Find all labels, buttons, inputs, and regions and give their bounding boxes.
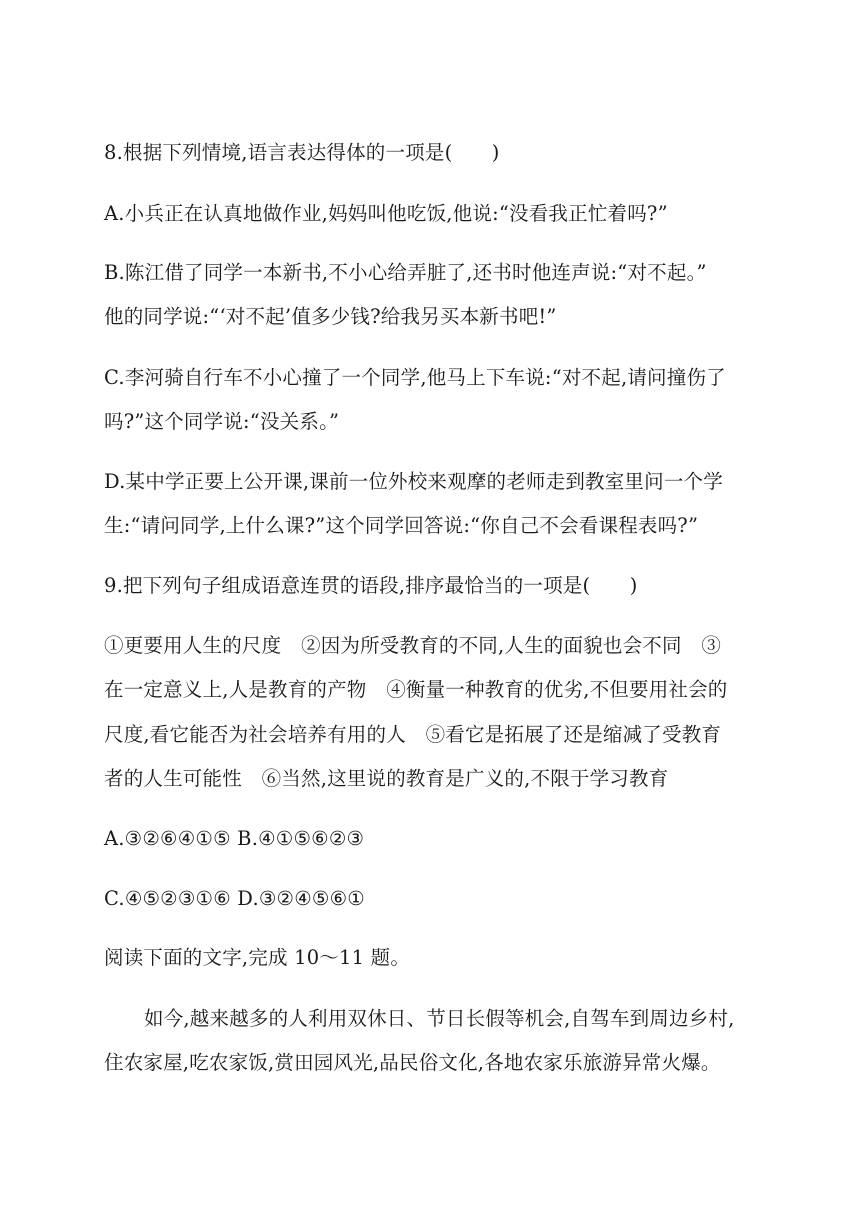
question-8-option-c-line-2: 吗?”这个同学说:“没关系。” [104,410,340,433]
question-8-option-a: A.小兵正在认真地做作业,妈妈叫他吃饭,他说:“没看我正忙着吗?” [104,202,668,225]
passage-line-2: 住农家屋,吃农家饭,赏田园风光,品民俗文化,各地农家乐旅游异常火爆。 [104,1051,721,1074]
question-8-option-b-line-1: B.陈江借了同学一本新书,不小心给弄脏了,还书时他连声说:“对不起。” [104,261,707,284]
question-8-option-b-line-2: 他的同学说:“‘对不起’值多少钱?给我另买本新书吧!” [104,305,557,328]
question-8-option-c-line-1: C.李河骑自行车不小心撞了一个同学,他马上下车说:“对不起,请问撞伤了 [104,366,726,389]
question-9-sentences-line-4: 者的人生可能性 ⑥当然,这里说的教育是广义的,不限于学习教育 [104,767,669,790]
question-9-options-a-b: A.③②⑥④①⑤ B.④①⑤⑥②③ [104,827,365,850]
question-9-sentences-line-1: ①更要用人生的尺度 ②因为所受教育的不同,人生的面貌也会不同 ③ [104,634,722,657]
passage-line-1: 如今,越来越多的人利用双休日、节日长假等机会,自驾车到周边乡村, [144,1007,735,1030]
question-9-stem: 9.把下列句子组成语意连贯的语段,排序最恰当的一项是( ) [104,574,638,597]
question-8-option-d-line-1: D.某中学正要上公开课,课前一位外校来观摩的老师走到教室里问一个学 [104,470,723,493]
question-8-option-d-line-2: 生:“请问同学,上什么课?”这个同学回答说:“你自己不会看课程表吗?” [104,514,699,537]
question-9-options-c-d: C.④⑤②③①⑥ D.③②④⑤⑥① [104,887,365,910]
reading-instruction: 阅读下面的文字,完成 10～11 题。 [104,946,411,969]
question-9-sentences-line-2: 在一定意义上,人是教育的产物 ④衡量一种教育的优劣,不但要用社会的 [104,678,728,701]
question-8-stem: 8.根据下列情境,语言表达得体的一项是( ) [104,141,500,164]
question-9-sentences-line-3: 尺度,看它能否为社会培养有用的人 ⑤看它是拓展了还是缩减了受教育 [104,723,722,746]
